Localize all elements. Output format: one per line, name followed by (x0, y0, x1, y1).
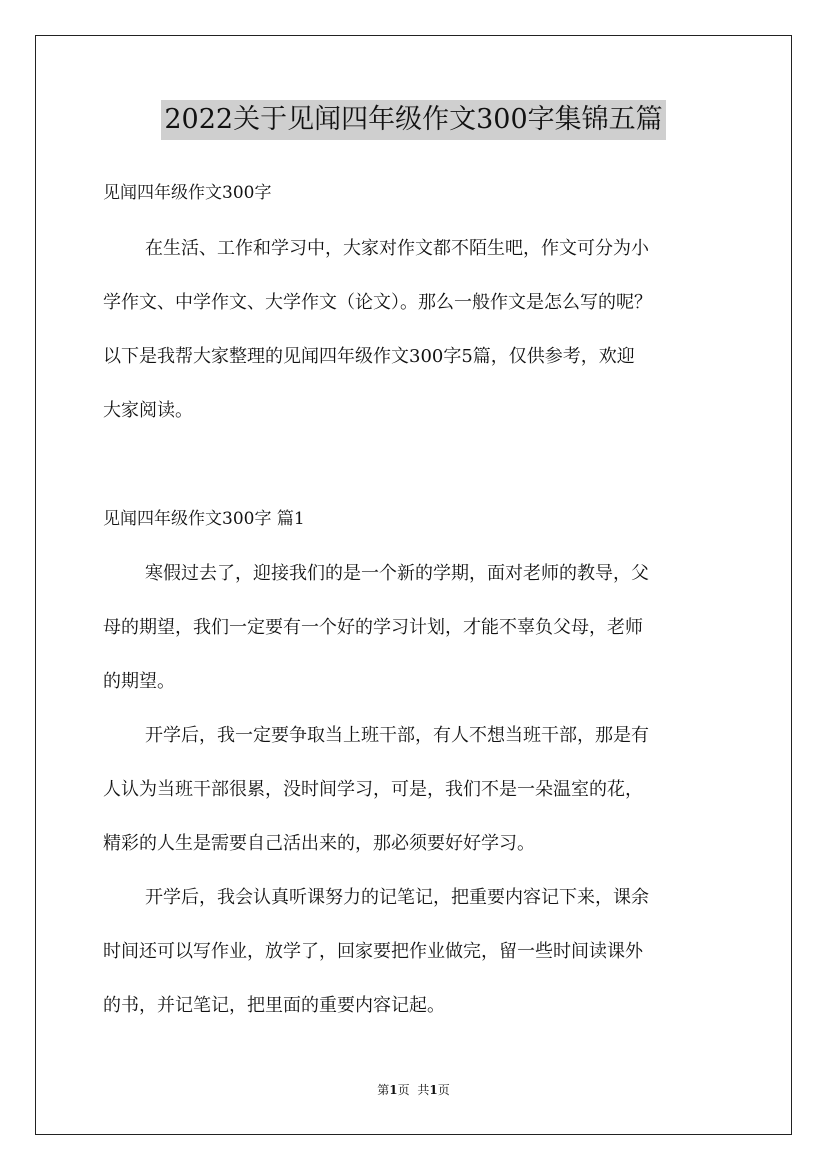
intro-line: 大家阅读。 (103, 400, 193, 421)
footer-page-suffix: 页 (397, 1083, 410, 1097)
essay-line: 的期望。 (103, 671, 175, 692)
essay-line: 寒假过去了，迎接我们的是一个新的学期，面对老师的教导，父 (145, 563, 649, 584)
page-footer (0, 1081, 827, 1099)
intro-line: 学作文、中学作文、大学作文（论文）。那么一般作文是怎么写的呢？ (103, 292, 652, 313)
footer-page-number: 1 (389, 1083, 398, 1097)
essay-line: 人认为当班干部很累，没时间学习，可是，我们不是一朵温室的花， (103, 779, 643, 800)
section-heading: 见闻四年级作文300字 (103, 183, 272, 203)
essay-line: 开学后，我一定要争取当上班干部，有人不想当班干部，那是有 (145, 725, 649, 746)
essay-heading: 见闻四年级作文300字 篇1 (103, 509, 305, 529)
footer-total-prefix: 共 (417, 1083, 430, 1097)
essay-line: 精彩的人生是需要自己活出来的，那必须要好好学习。 (103, 833, 535, 854)
footer-total-suffix: 页 (437, 1083, 450, 1097)
footer-total-number: 1 (429, 1083, 438, 1097)
essay-line: 开学后，我会认真听课努力的记笔记，把重要内容记下来，课余 (145, 887, 649, 908)
essay-line: 的书，并记笔记，把里面的重要内容记起。 (103, 995, 445, 1016)
footer-page-prefix: 第 (377, 1083, 390, 1097)
essay-line: 时间还可以写作业，放学了，回家要把作业做完，留一些时间读课外 (103, 941, 643, 962)
essay-line: 母的期望，我们一定要有一个好的学习计划，才能不辜负父母，老师 (103, 617, 643, 638)
title-container (0, 100, 827, 140)
document-title: 2022关于见闻四年级作文300字集锦五篇 (161, 100, 665, 140)
intro-line: 在生活、工作和学习中，大家对作文都不陌生吧，作文可分为小 (145, 238, 649, 259)
intro-line: 以下是我帮大家整理的见闻四年级作文300字5篇，仅供参考，欢迎 (103, 346, 635, 367)
